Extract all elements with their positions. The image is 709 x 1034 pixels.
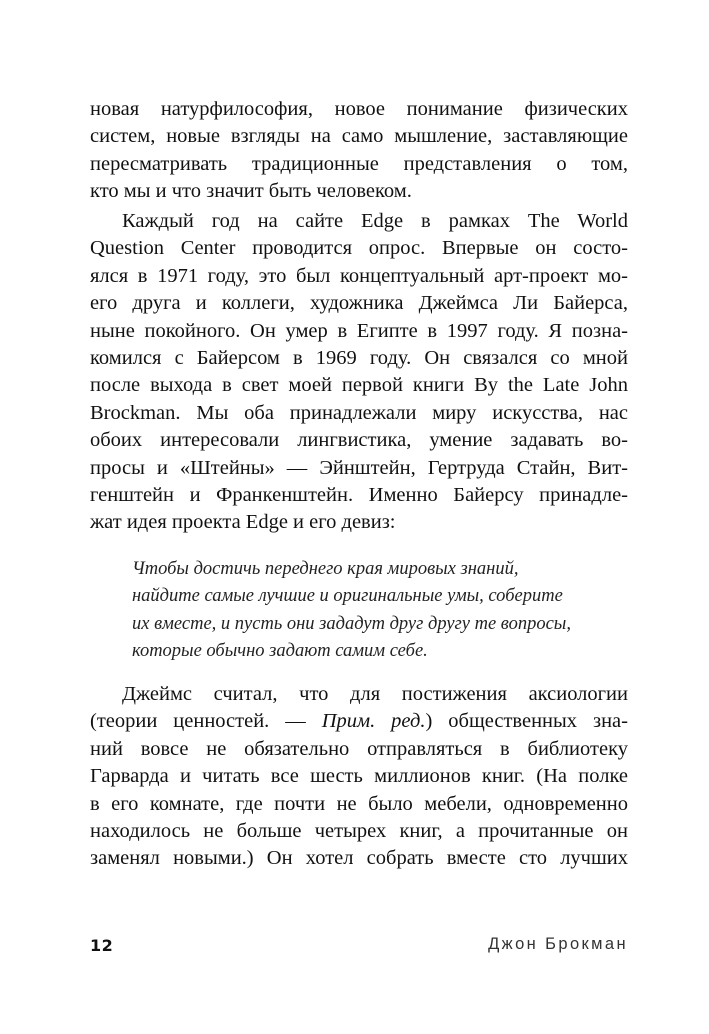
text-line: комился с Байерсом в 1969 году. Он связался со мной	[90, 346, 628, 369]
running-head: Джон Брокман	[488, 935, 628, 953]
quote-line: Чтобы достичь переднего края мировых знаний,	[132, 559, 519, 579]
paragraph-2	[90, 208, 628, 537]
block-quote	[132, 556, 602, 666]
text-line: обоих интересовали лингвистика, умение задавать во-	[90, 429, 628, 452]
text-line: новая натурфилософия, новое понимание физических	[90, 98, 628, 120]
text-line	[90, 708, 628, 735]
text-line: генштейн и Франкенштейн. Именно Байерсу принадле-	[90, 483, 628, 506]
text-line: жат идея проекта Edge и его девиз:	[90, 511, 396, 534]
text-line: кто мы и что значит быть человеком.	[90, 180, 412, 203]
quote-line: найдите самые лучшие и оригинальные умы, соберите	[132, 586, 563, 607]
editor-note: Прим. ред.	[321, 710, 426, 733]
paragraph-1	[90, 96, 628, 206]
text-line: ялся в 1971 году, это был концептуальный арт-проект мо-	[90, 264, 628, 287]
text-line: просы и «Штейны» — Эйнштейн, Гертруда Стайн, Вит-	[90, 456, 628, 479]
quote-line: которые обычно задают самим себе.	[132, 641, 428, 662]
text-line: в его комнате, где почти не было мебели, одновременно	[90, 792, 628, 815]
page-number: 12	[90, 936, 114, 955]
text-line: Question Center проводится опрос. Впервые он состо-	[90, 237, 628, 260]
quote-line: их вместе, и пусть они зададут друг другу те вопросы,	[132, 613, 571, 634]
text-line: Brockman. Мы оба принадлежали миру искусства, нас	[90, 401, 628, 424]
text-line: его друга и коллеги, художника Джеймса Ли Байерса,	[90, 292, 628, 315]
text-line: систем, новые взгляды на само мышление, заставляющие	[90, 125, 628, 148]
text-line: после выхода в свет моей первой книги By the Late John	[90, 374, 628, 397]
text-fragment: ) общественных зна-	[425, 710, 628, 733]
text-line: Каждый год на сайте Edge в рамках The World	[122, 210, 628, 232]
text-line: ныне покойного. Он умер в Египте в 1997 году. Я позна-	[90, 319, 628, 342]
text-line: Джеймс считал, что для постижения аксиологии	[122, 683, 628, 705]
paragraph-3	[90, 681, 628, 873]
text-fragment: (теории ценностей. —	[90, 710, 322, 733]
text-line: Гарварда и читать все шесть миллионов книг. (На полке	[90, 765, 628, 788]
text-line: пересматривать традиционные представления о том,	[90, 152, 628, 175]
text-line: находилось не больше четырех книг, а прочитанные он	[90, 819, 628, 842]
text-line: ний вовсе не обязательно отправляться в библиотеку	[90, 737, 628, 760]
text-line: заменял новыми.) Он хотел собрать вместе сто лучших	[90, 847, 628, 870]
